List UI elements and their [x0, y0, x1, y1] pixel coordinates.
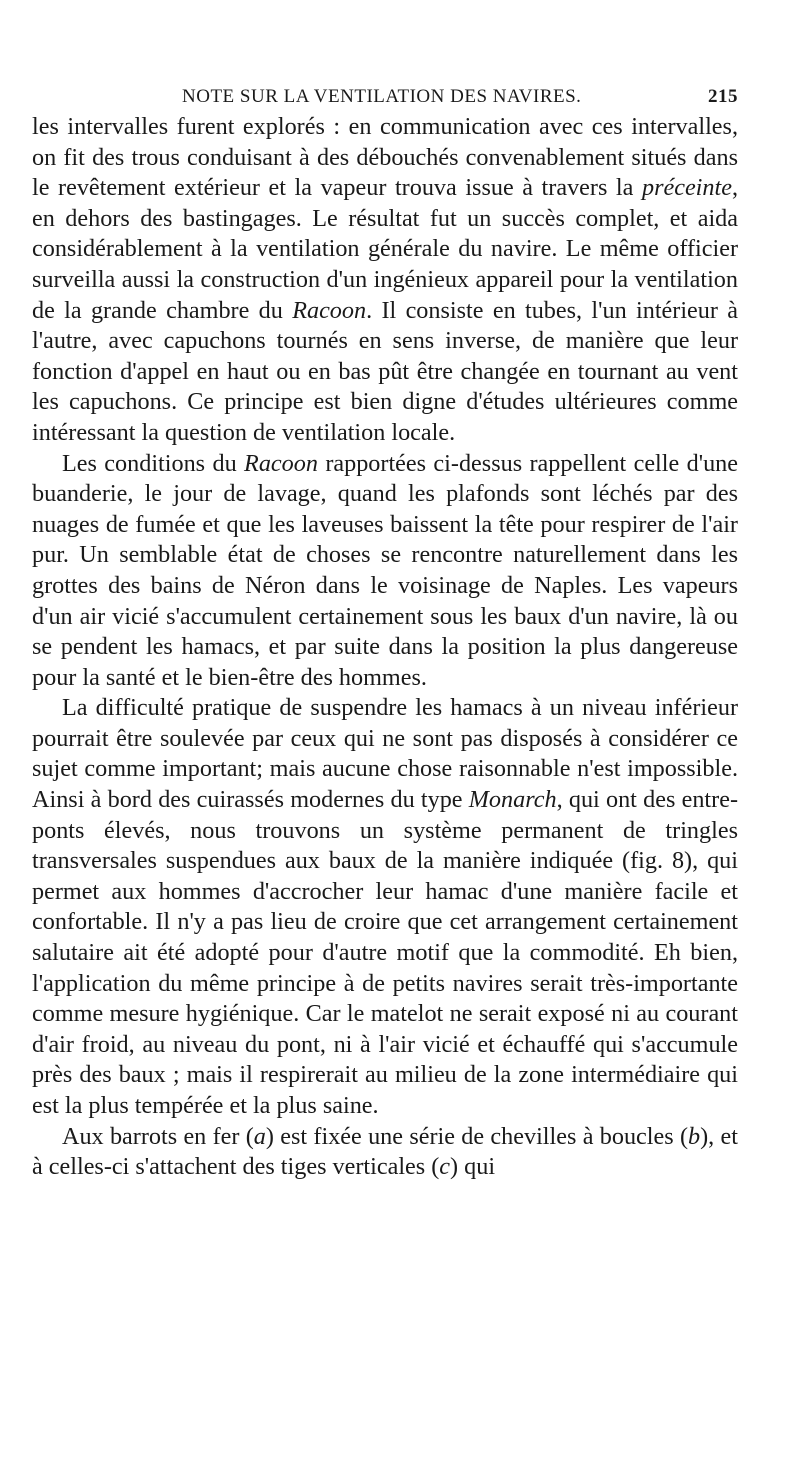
text-run: Les conditions du — [62, 449, 245, 477]
paragraph — [32, 449, 738, 694]
figure-letter: b — [688, 1122, 701, 1150]
paragraph — [32, 693, 738, 1121]
text-run: , en dehors des bastingages. Le résultat fut un succès complet, et aida considérablement à la ventilation générale du navire. Le même officier surveilla aussi la construction d'un ingénieux appareil pour la ventilation de la grande chambre du — [32, 174, 738, 324]
ship-type-name: Monarch — [468, 786, 557, 814]
italic-term: préceinte — [641, 174, 732, 202]
ship-name: Racoon — [292, 296, 367, 324]
book-page — [32, 78, 738, 1183]
running-head — [32, 78, 738, 112]
text-run: . Il consiste en tubes, l'un intérieur à l'autre, avec capuchons tournés en sens inverse, de manière que leur fonction d'appel en haut ou en bas pût être changée en tournant au vent les capuchons. Ce principe est bien digne d'études ultérieures comme intéressant la question de ventilation locale. — [32, 296, 739, 446]
text-run: , qui ont des entre-ponts élevés, nous trouvons un système permanent de tringles transversales suspendues aux baux de la manière indiquée (fig. 8), qui permet aux hommes d'accrocher leur hamac d'une manière facile et confortable. Il n'y a pas lieu de croire que cet arrangement certainement salutaire ait été adopté pour d'autre motif que la commodité. Eh bien, l'application du même principe à de petits navires serait très-importante comme mesure hygiénique. Car le matelot ne serait exposé ni au courant d'air froid, au niveau du pont, ni à l'air vicié et échauffé qui s'accumule près des baux ; mais il respirerait au milieu de la zone intermédiaire qui est la plus tempérée et la plus saine. — [32, 786, 738, 1119]
text-run: La difficulté pratique de suspendre les hamacs à un niveau inférieur pourrait être soulevée par ceux qui ne sont pas disposés à considérer ce sujet comme important; mais aucune chose raisonnable n'est impossible. Ainsi à bord des cuirassés modernes du type — [32, 694, 738, 814]
ship-name: Racoon — [244, 449, 318, 477]
text-run: les intervalles furent explorés : en communication avec ces intervalles, on fit des trous conduisant à des débouchés convenablement situés dans le revêtement extérieur et la vapeur trouva issue à travers la — [32, 113, 738, 202]
figure-letter: a — [253, 1122, 266, 1150]
page-number: 215 — [708, 86, 738, 107]
text-run: rapportées ci-dessus rappellent celle d'une buanderie, le jour de lavage, quand les plafonds sont léchés par des nuages de fumée et que les laveuses baissent la tête pour respirer de l'air pur. Un semblable état de choses se rencontre naturellement dans les grottes des bains de Néron dans le voisinage de Naples. Les vapeurs d'un air vicié s'accumulent certainement sous les baux d'un navire, là ou se pendent les hamacs, et par suite dans la position la plus dangereuse pour la santé et le bien-être des hommes. — [32, 449, 738, 691]
text-run: Aux barrots en fer ( — [62, 1122, 254, 1150]
text-run: ), et à celles-ci s'attachent des tiges verticales ( — [32, 1122, 738, 1181]
text-run: ) qui — [450, 1153, 496, 1181]
figure-letter: c — [439, 1153, 451, 1181]
text-run: ) est fixée une série de chevilles à boucles ( — [265, 1122, 689, 1150]
body-text — [32, 112, 738, 1183]
running-title: NOTE SUR LA VENTILATION DES NAVIRES. — [182, 86, 582, 107]
paragraph — [32, 1122, 738, 1183]
paragraph — [32, 112, 738, 449]
